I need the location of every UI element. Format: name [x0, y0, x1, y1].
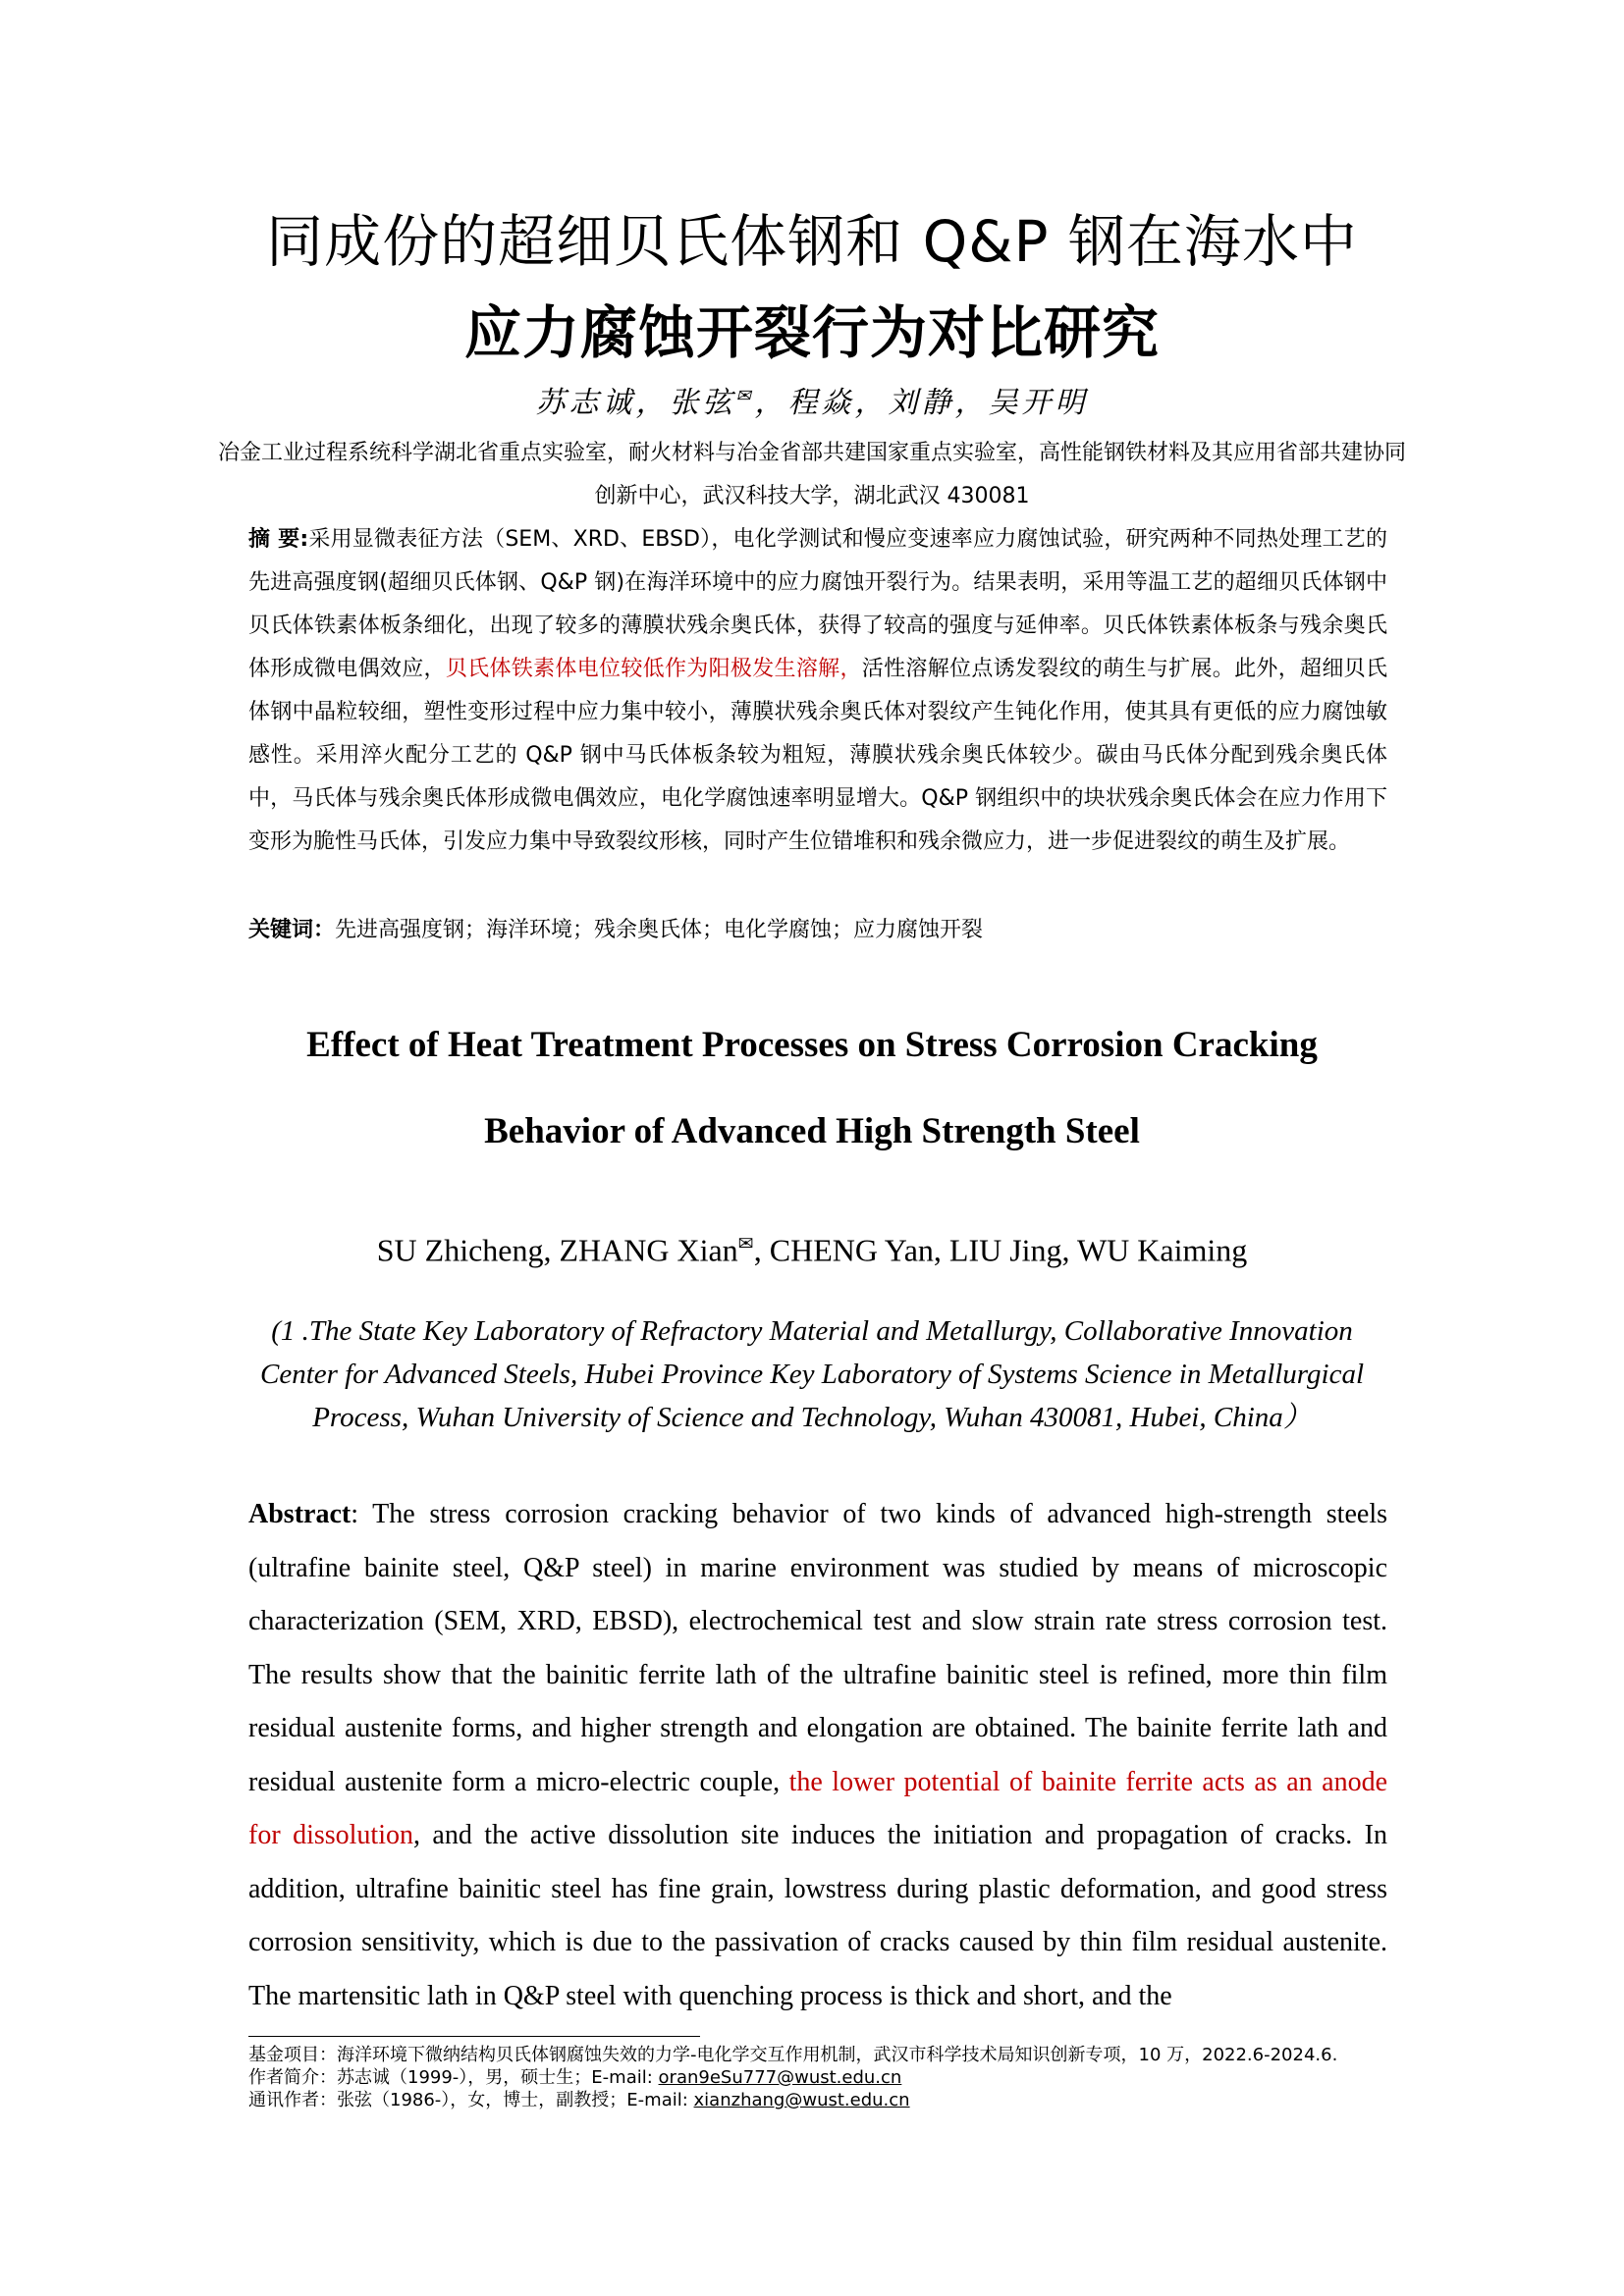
chinese-abstract-highlight: 贝氏体铁素体电位较低作为阳极发生溶解，: [445, 657, 862, 681]
chinese-authors: [118, 375, 1506, 425]
chinese-abstract-text-1: 采用显微表征方法（SEM、XRD、EBSD），电化学测试和慢应变速率应力腐蚀试验，研究两种不同热处理工艺的先进高强度钢(超细贝氏体钢、Q&P 钢)在海洋环境中的应力腐蚀开裂行为。结果表明，采用等温工艺的超细贝氏体钢中贝氏体铁素体板条细化，出现了较多的薄膜状残余奥氏体，获得了较高的强度与延伸率。贝氏体铁素体板条与残余奥氏体形成微电偶效应，: [248, 527, 1387, 681]
author-email-link[interactable]: oran9eSu777@wust.edu.cn: [658, 2067, 902, 2088]
chinese-keywords-text: 先进高强度钢；海洋环境；残余奥氏体；电化学腐蚀；应力腐蚀开裂: [335, 918, 984, 942]
footnote-author: [248, 2066, 1387, 2089]
chinese-abstract-label: 摘 要:: [248, 527, 309, 552]
envelope-icon-en: ✉: [737, 1234, 754, 1255]
chinese-affiliation: 冶金工业过程系统科学湖北省重点实验室，耐火材料与冶金省部共建国家重点实验室，高性能钢铁材料及其应用省部共建协同创新中心，武汉科技大学，湖北武汉 430081: [217, 441, 1406, 508]
english-abstract-label: Abstract: [248, 1499, 352, 1529]
english-title-line-2: Behavior of Advanced High Strength Steel: [484, 1111, 1140, 1151]
chinese-title-line-1: 同成份的超细贝氏体钢和 Q&P 钢在海水中: [266, 208, 1358, 275]
footnote-corresponding: [248, 2089, 1387, 2111]
chinese-title-line-2: 应力腐蚀开裂行为对比研究: [463, 299, 1160, 366]
footnote-divider: [248, 2036, 700, 2037]
english-abstract-highlight: the lower potential of bainite ferrite acts as an anode for dissolution: [248, 1766, 1387, 1850]
english-abstract-text-1: : The stress corrosion cracking behavior of two kinds of advanced high-strength steels (ultrafine bainite steel, Q&P steel) in marine environment was studied by means of microscopic characterization (SEM, XRD, EBSD), electrochemical test and slow strain rate stress corrosion test. The results show that the bainitic ferrite lath of the ultrafine bainitic steel is refined, more thin film residual austenite forms, and higher strength and elongation are obtained. The bainite ferrite lath and residual austenite form a micro-electric couple,: [248, 1499, 1387, 1797]
envelope-icon: ✉: [735, 386, 755, 406]
footnotes: [248, 2044, 1387, 2111]
english-title-line-1: Effect of Heat Treatment Processes on Stress Corrosion Cracking: [306, 1025, 1318, 1065]
chinese-authors-first: 苏志诚，张弦: [535, 386, 736, 420]
chinese-abstract: [248, 518, 1387, 864]
footnote-corresponding-info: 通讯作者：张弦（1986-），女，博士，副教授；E-mail:: [248, 2090, 694, 2110]
english-abstract-text-2: , and the active dissolution site induces the initiation and propagation of cracks. In addition, ultrafine bainitic steel has fine grain, lowstress during plastic deformation, and good stress corrosion sensitivity, which is due to the passivation of cracks caused by thin film residual austenite. The martensitic lath in Q&P steel with quenching process is thick and short, and the: [248, 1820, 1388, 2011]
english-authors: [157, 1223, 1467, 1272]
footnote-author-info: 作者简介：苏志诚（1999-），男，硕士生；E-mail:: [248, 2067, 659, 2088]
english-abstract: [248, 1488, 1387, 2023]
footnote-funding: 基金项目：海洋环境下微纳结构贝氏体钢腐蚀失效的力学-电化学交互作用机制，武汉市科学技术局知识创新专项，10 万，2022.6-2024.6.: [248, 2045, 1338, 2065]
corresponding-email-link[interactable]: xianzhang@wust.edu.cn: [693, 2090, 910, 2110]
chinese-keywords: [248, 911, 1387, 950]
english-authors-first: SU Zhicheng, ZHANG Xian: [376, 1232, 738, 1268]
chinese-abstract-text-2: 活性溶解位点诱发裂纹的萌生与扩展。此外，超细贝氏体钢中晶粒较细，塑性变形过程中应力集中较小，薄膜状残余奥氏体对裂纹产生钝化作用，使其具有更低的应力腐蚀敏感性。采用淬火配分工艺的 Q&P 钢中马氏体板条较为粗短，薄膜状残余奥氏体较少。碳由马氏体分配到残余奥氏体中，马氏体与残余奥氏体形成微电偶效应，电化学腐蚀速率明显增大。Q&P 钢组织中的块状残余奥氏体会在应力作用下变形为脆性马氏体，引发应力集中导致裂纹形核，同时产生位错堆积和残余微应力，进一步促进裂纹的萌生及扩展。: [248, 657, 1387, 854]
english-authors-rest: , CHENG Yan, LIU Jing, WU Kaiming: [753, 1232, 1248, 1268]
english-affiliation: (1 .The State Key Laboratory of Refractory Material and Metallurgy, Collaborative Innovation Center for Advanced Steels, Hubei Province Key Laboratory of Systems Science in Metallurgical Process, Wuhan University of Science and Technology, Wuhan 430081, Hubei, China）: [259, 1315, 1365, 1433]
chinese-authors-rest: ，程焱，刘静，吴开明: [754, 386, 1089, 420]
chinese-keywords-label: 关键词：: [248, 918, 336, 942]
